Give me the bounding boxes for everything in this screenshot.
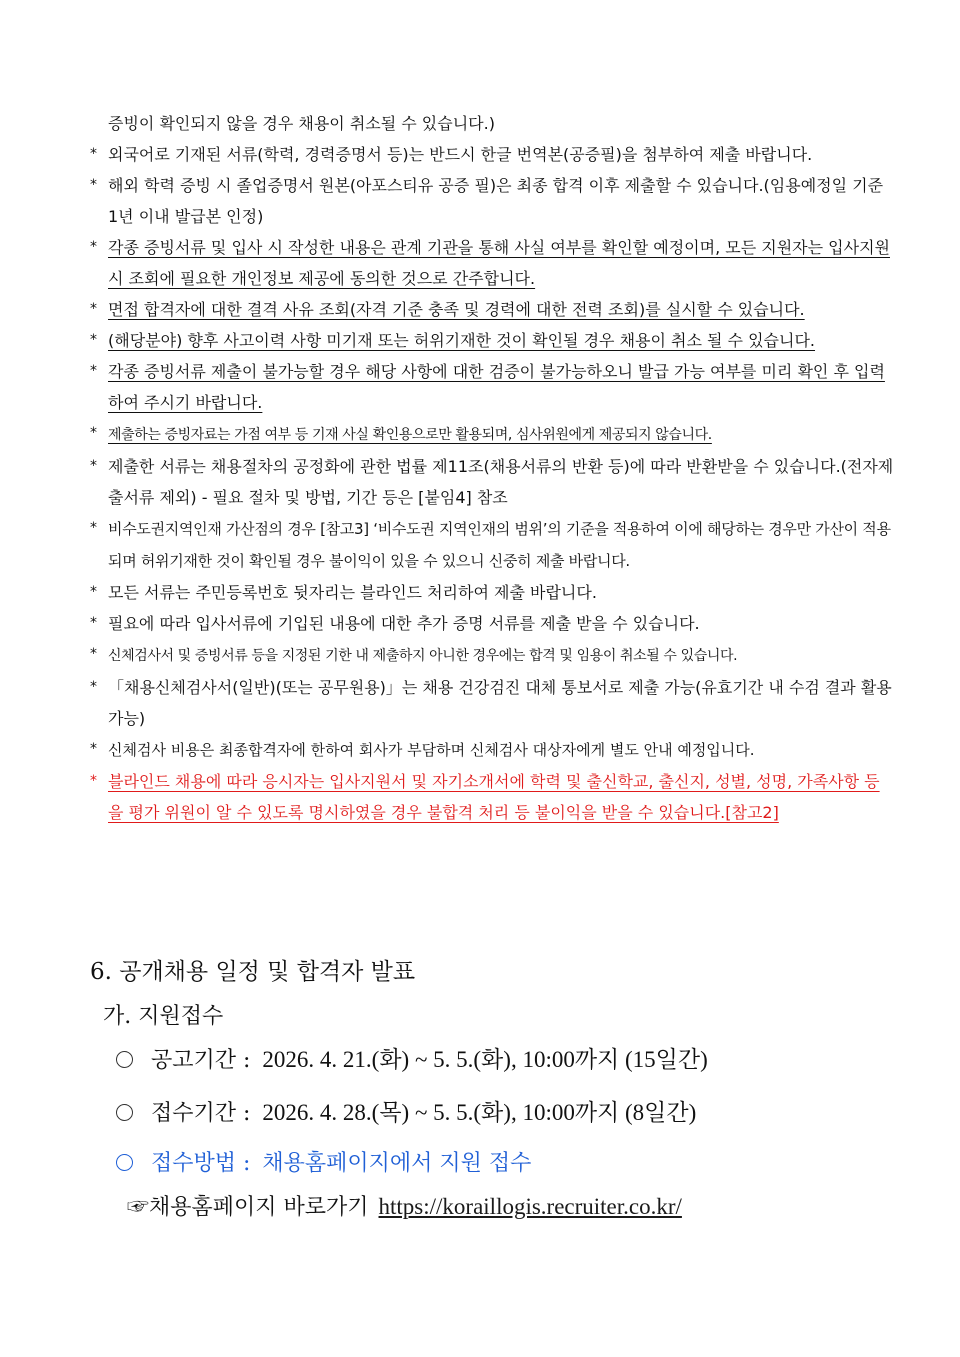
note-text: 필요에 따라 입사서류에 기입된 내용에 대한 추가 증명 서류를 제출 받을 수 있습니다. — [108, 614, 700, 633]
homepage-link[interactable]: https://koraillogis.recruiter.co.kr/ — [378, 1194, 682, 1219]
row-key: 접수방법 : — [151, 1151, 251, 1176]
note-item — [86, 139, 894, 170]
homepage-link-row — [127, 1190, 682, 1225]
note-bullet: * — [90, 177, 97, 193]
note-bullet: * — [90, 332, 97, 348]
note-bullet: * — [90, 363, 97, 379]
note-bullet: * — [90, 146, 97, 162]
note-item — [86, 418, 894, 451]
note-text: 신체검사 비용은 최종합격자에 한하여 회사가 부담하며 신체검사 대상자에게 별도 안내 예정입니다. — [108, 741, 755, 759]
note-bullet: * — [90, 615, 97, 631]
row-value: 채용홈페이지에서 지원 접수 — [262, 1151, 532, 1176]
row-key: 접수기간 : — [151, 1101, 251, 1126]
schedule-row-method — [116, 1147, 531, 1181]
schedule-row-application — [116, 1096, 696, 1131]
note-text: 해외 학력 증빙 시 졸업증명서 원본(아포스티유 공증 필)은 최종 합격 이후 제출할 수 있습니다.(임용예정일 기준 1년 이내 발급본 인정) — [108, 176, 884, 226]
note-text: (해당분야) 향후 사고이력 사항 미기재 또는 허위기재한 것이 확인될 경우 채용이 취소 될 수 있습니다. — [108, 331, 816, 350]
note-bullet: * — [90, 584, 97, 600]
note-text: 모든 서류는 주민등록번호 뒷자리는 블라인드 처리하여 제출 바랍니다. — [108, 583, 597, 602]
subsection-title: 가. 지원접수 — [103, 1004, 224, 1029]
note-text: 블라인드 채용에 따라 응시자는 입사지원서 및 자기소개서에 학력 및 출신학교, 출신지, 성별, 성명, 가족사항 등을 평가 위원이 알 수 있도록 명시하였을 경우 불합격 처리 등 불이익을 받을 수 있습니다.[참고2] — [108, 772, 880, 822]
section-title: 6. 공개채용 일정 및 합격자 발표 — [90, 959, 416, 985]
note-bullet: * — [90, 301, 97, 317]
note-continuation: 증빙이 확인되지 않을 경우 채용이 취소될 수 있습니다.) — [108, 114, 495, 133]
note-text: 제출하는 증빙자료는 가점 여부 등 기재 사실 확인용으로만 활용되며, 심사위원에게 제공되지 않습니다. — [108, 427, 712, 443]
note-item — [86, 513, 894, 577]
note-text: 제출한 서류는 채용절차의 공정화에 관한 법률 제11조(채용서류의 반환 등)에 따라 반환받을 수 있습니다.(전자제출서류 제외) - 필요 절차 및 방법, 기간 등은 [붙임4] 참조 — [108, 457, 894, 507]
circle-bullet-icon — [116, 1154, 133, 1171]
note-text: 각종 증빙서류 제출이 불가능할 경우 해당 사항에 대한 검증이 불가능하오니 발급 가능 여부를 미리 확인 후 입력하여 주시기 바랍니다. — [108, 362, 885, 412]
circle-bullet-icon — [116, 1051, 133, 1068]
note-bullet: * — [90, 773, 97, 789]
note-text: 면접 합격자에 대한 결격 사유 조회(자격 기준 충족 및 경력에 대한 전력 조회)를 실시할 수 있습니다. — [108, 300, 805, 319]
note-item — [86, 325, 894, 356]
note-text: 신체검사서 및 증빙서류 등을 지정된 기한 내 제출하지 아니한 경우에는 합격 및 임용이 취소될 수 있습니다. — [108, 648, 738, 664]
row-value: 2026. 4. 28.(목) ~ 5. 5.(화), 10:00까지 (8일간) — [262, 1100, 697, 1125]
note-bullet: * — [90, 520, 97, 536]
note-item — [86, 672, 894, 734]
note-item — [86, 294, 894, 325]
note-bullet: * — [90, 458, 97, 474]
note-bullet: * — [90, 679, 97, 695]
note-bullet: * — [90, 741, 97, 757]
note-bullet: * — [90, 646, 97, 662]
note-text: 비수도권지역인재 가산점의 경우 [참고3] ‘비수도권 지역인재의 범위’의 기준을 적용하여 이에 해당하는 경우만 가산이 적용되며 허위기재한 것이 확인될 경우 불이익이 있을 수 있으니 신중히 제출 바랍니다. — [108, 520, 891, 570]
notes-list — [86, 108, 894, 828]
note-item — [86, 170, 894, 232]
note-bullet: * — [90, 239, 97, 255]
note-text: 각종 증빙서류 및 입사 시 작성한 내용은 관계 기관을 통해 사실 여부를 확인할 예정이며, 모든 지원자는 입사지원 시 조회에 필요한 개인정보 제공에 동의한 것으로 간주합니다. — [108, 238, 890, 288]
row-value: 2026. 4. 21.(화) ~ 5. 5.(화), 10:00까지 (15일간) — [262, 1047, 708, 1072]
note-item — [86, 451, 894, 513]
note-item — [86, 356, 894, 418]
note-item — [86, 608, 894, 639]
link-label: ☞채용홈페이지 바로가기 — [127, 1195, 369, 1220]
note-bullet: * — [90, 425, 97, 441]
circle-bullet-icon — [116, 1104, 133, 1121]
note-text: 「채용신체검사서(일반)(또는 공무원용)」는 채용 건강검진 대체 통보서로 제출 가능(유효기간 내 수검 결과 활용 가능) — [108, 678, 892, 728]
note-item — [86, 639, 894, 672]
schedule-row-notice — [116, 1043, 708, 1078]
note-text: 외국어로 기재된 서류(학력, 경력증명서 등)는 반드시 한글 번역본(공증필)을 첨부하여 제출 바랍니다. — [108, 145, 813, 164]
note-item — [86, 232, 894, 294]
note-item — [86, 734, 894, 766]
row-key: 공고기간 : — [151, 1048, 251, 1073]
note-item-warning — [86, 766, 894, 828]
note-item — [86, 577, 894, 608]
